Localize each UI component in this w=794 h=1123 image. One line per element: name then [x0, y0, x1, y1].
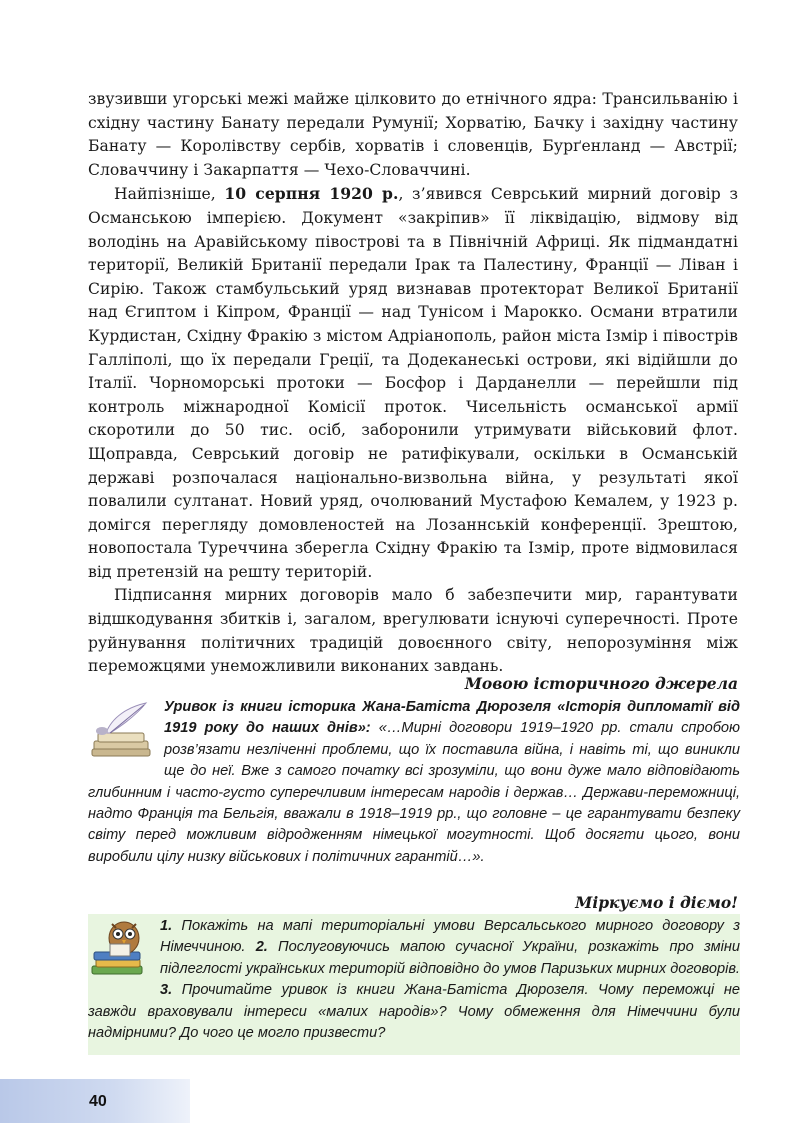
paragraph-2-date: 10 серпня 1920 р. [224, 184, 399, 204]
source-excerpt [88, 697, 740, 868]
paragraph-3: Підписання мирних договорів мало б забезпечити мир, гарантувати відшкодування збитків і, загалом, врегулювати існуючі суперечності. Проте руйнування політичних традицій довоєнного світу, непорозуміння між переможцями унеможливили виконаних завдань. [88, 586, 738, 676]
main-text [88, 88, 738, 679]
task-1-number: 1. [160, 918, 173, 934]
tasks-block [88, 914, 740, 1055]
page-number: 40 [89, 1093, 107, 1110]
paragraph-1: звузивши угорські межі майже цілковито до етнічного ядра: Трансильванію і східну частину Банату передали Румунії; Хорватію, Бачку і західну частину Банату — Королівству сербів, хорватів і словенців, Бурґенланд — Австрії; Словаччину і Закарпаття — Чехо-Словаччині. [88, 90, 738, 179]
task-3-number: 3. [160, 982, 173, 999]
paragraph-2-lead: Найпізніше, [114, 185, 225, 204]
owl-reading-icon [88, 918, 150, 987]
source-title: Уривок із книги історика Жана-Батіста Дюрозеля «Історія дипломатії від 1919 року до наших днів»: [164, 699, 740, 737]
task-2-text: Послуговуючись мапою сучасної України, розкажіть про зміни підлеглості українських територій відповідно до умов Паризьких мирних договорів. [160, 939, 740, 977]
task-2-number: 2. [255, 939, 268, 956]
source-quote: «…Мирні договори 1919–1920 рр. стали спробою розв’язати незліченні проблеми, що їх поставила війна, і навіть ті, що виникли ще до неї. Вже з самого початку всі зрозуміли, що вони дуже мало відповідають глибинним і часто-густо суперечливим інтересам народів і держав… Держави-переможниці, надто Франція та Бельгія, вважали в 1918–1919 рр., що головне – це гарантувати безпеку світу перед можливим відродженням німецької могутності. Щоб досягти цього, вони виробили цілу низку військових і політичних гарантій…». [88, 720, 740, 865]
task-3-text: Прочитайте уривок із книги Жана-Батіста Дюрозеля. Чому переможці не завжди враховували інтереси «малих народів»? Чому обмеження для Німеччини були надмірними? До чого це могло призвести? [88, 982, 740, 1042]
think-heading: Міркуємо і діємо! [575, 893, 738, 912]
task-1-text: Покажіть на мапі територіальні умови Версальського мирного договору з Німеччиною. [160, 918, 740, 956]
source-heading: Мовою історичного джерела [464, 674, 738, 693]
paragraph-2 [88, 182, 738, 584]
paragraph-2-text: , з’явився Севрський мирний договір з Османською імперією. Документ «закріпив» її ліквідацію, відмову від володінь на Аравійському півострові та в Північній Африці. Як підмандатні території, Великій Британії передали Ірак та Палестину, Франції — Ліван і Сирію. Також стамбульський уряд визнавав протекторат Великої Британії над Єгиптом і Кіпром, Франції — над Тунісом і Марокко. Османи втратили Курдистан, Східну Фракію з містом Адріанополь, район міста Ізмір і півострів Галліполі, що їх передали Греції, та Додеканеські острови, які відійшли до Італії. Чорноморські протоки — Босфор і Дарданелли — перейшли під контроль міжнародної Комісії проток. Чисельність османської армії скоротили до 50 тис. осіб, заборонили утримувати військовий флот. Щоправда, Севрський договір не ратифікували, оскільки в Османській державі розпочалася національно-визвольна війна, у результаті якої повалили султанат. Новий уряд, очолюваний Мустафою Кемалем, у 1923 р. домігся перегляду домовленостей на Лозаннській конференції. Зрештою, новопостала Туреччина зберегла Східну Фракію та Ізмір, проте відмовилася від претензій на решту територій. [88, 185, 738, 581]
quill-books-icon [88, 699, 154, 766]
